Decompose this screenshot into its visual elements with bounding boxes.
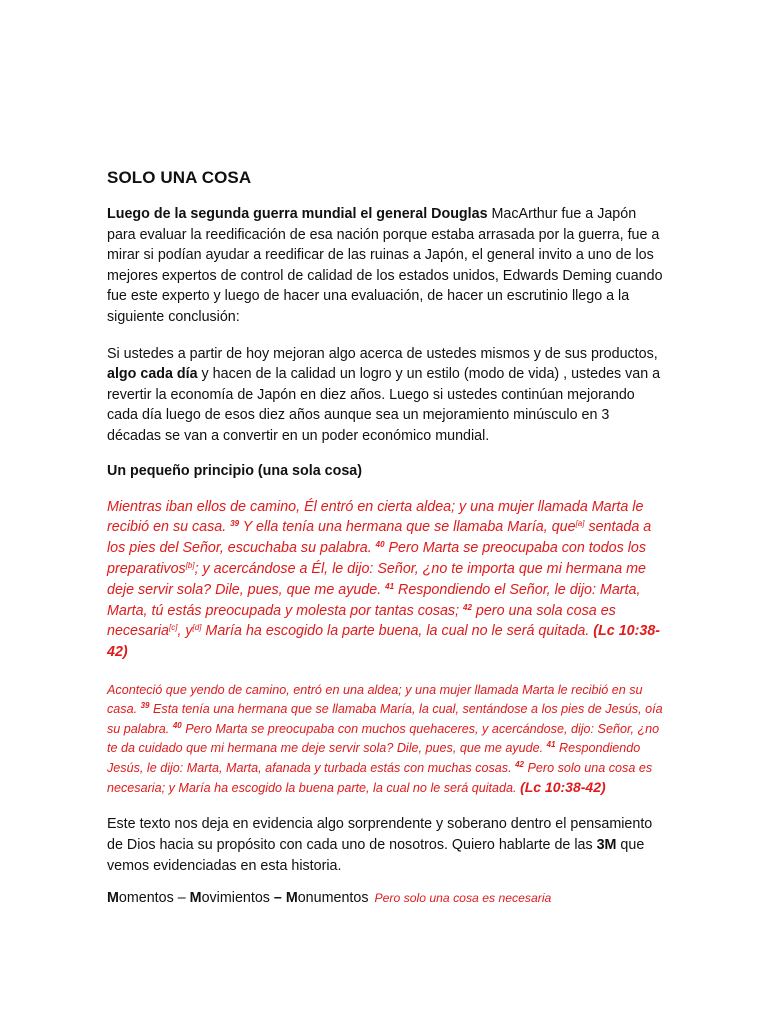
quote2-text: Esta tenía una hermana que se llamaba María, la cual, sentándose a los pies de Jesús, oía su palabra. — [107, 702, 663, 736]
quote1-text: Mientras iban ellos de camino, Él entró en cierta aldea; y una mujer llamada Marta le recibió en su casa. — [107, 498, 644, 536]
paragraph-conclusion-part-b: y hacen de la calidad un logro y un estilo (modo de vida) , ustedes van a revertir la economía de Japón en diez años. Luego si ustedes continúan mejorando cada día luego de esos diez años aunque sea un mejoramiento minúsculo en 3 décadas se van a convertir en un poder económico mundial. — [107, 366, 661, 444]
bible-reference: (Lc 10:38-42) — [107, 623, 661, 661]
paragraph-history-bold: Luego de la segunda guerra mundial el general Douglas — [107, 206, 488, 222]
paragraph-3m — [107, 814, 667, 876]
bible-quote-secondary — [107, 681, 667, 798]
quote1-text: Y ella tenía una hermana que se llamaba María, que — [239, 519, 576, 536]
paragraph-history-text: MacArthur fue a Japón para evaluar la reedificación de esa nación porque estaba arrasada por la guerra, fue a mirar si podían ayudar a reedificar de las ruinas a Japón, el general invito a uno de los mejores expertos de control de calidad de los estados unidos, Edwards Deming cuando fue este experto y luego de hacer una evaluación, de hacer un escrutinio llego a la siguiente conclusión: — [107, 206, 663, 325]
word-monumentos: onumentos — [297, 890, 369, 907]
verse-number: 40 — [375, 540, 385, 550]
quote1-text: , y — [177, 623, 193, 640]
quote1-text: Pero Marta se preocupaba con todos los preparativos — [107, 540, 647, 577]
footnote-link[interactable]: [c] — [169, 623, 178, 633]
footnote-link[interactable]: [b] — [185, 560, 195, 570]
quote1-text: ; y acercándose a Él, le dijo: Señor, ¿no te importa que mi hermana me deje servir sola? Dile, pues, que me ayude. — [107, 560, 646, 598]
paragraph-conclusion-bold: algo cada día — [107, 366, 198, 383]
quote2-text: Pero solo una cosa es necesaria; y María ha escogido la buena parte, la cual no le será quitada. — [107, 760, 653, 795]
verse-number: 41 — [385, 581, 395, 591]
initial-m: M — [107, 890, 119, 907]
initial-m: M — [189, 890, 202, 907]
quote1-text: Respondiendo el Señor, le dijo: Marta, Marta, tú estás preocupada y molesta por tantas cosas; — [107, 581, 641, 619]
quote1-text: pero una sola cosa es necesaria — [107, 602, 616, 640]
verse-number: 41 — [546, 740, 556, 750]
bible-reference: (Lc 10:38-42) — [520, 778, 606, 795]
paragraph-history — [107, 204, 667, 328]
verse-number: 39 — [230, 519, 240, 529]
verse-number: 42 — [463, 602, 472, 612]
document-title: SOLO UNA COSA — [107, 168, 252, 187]
paragraph-3m-bold: 3M — [596, 836, 617, 853]
footnote-link[interactable]: [d] — [192, 623, 202, 633]
document-body — [107, 168, 667, 906]
quote2-text: Pero Marta se preocupaba con muchos quehaceres, y acercándose, dijo: Señor, ¿no te da cuidado que mi hermana me deje servir sola? Dile, pues, que me ayude. — [107, 721, 660, 756]
verse-number: 40 — [172, 720, 182, 730]
initial-m: – M — [273, 890, 298, 907]
verse-number: 39 — [140, 701, 150, 711]
section-subtitle: Un pequeño principio (una sola cosa) — [107, 462, 362, 479]
quote1-text: María ha escogido la parte buena, la cual no le será quitada. — [201, 623, 594, 640]
quote2-text: Respondiendo Jesús, le dijo: Marta, Marta, afanada y turbada estás con muchas cosas. — [107, 741, 641, 775]
word-momentos: omentos – — [118, 890, 190, 907]
paragraph-conclusion — [107, 344, 667, 447]
three-m-line — [107, 890, 667, 906]
footnote-link[interactable]: [a] — [575, 519, 585, 529]
paragraph-3m-part-b: que vemos evidenciadas en esta historia. — [107, 836, 645, 874]
paragraph-3m-part-a: Este texto nos deja en evidencia algo sorprendente y soberano dentro el pensamiento de Dios hacia su propósito con cada uno de nosotros. Quiero hablarte de las — [107, 816, 653, 853]
paragraph-conclusion-part-a: Si ustedes a partir de hoy mejoran algo acerca de ustedes mismos y de sus productos, — [107, 345, 658, 362]
quote1-text: sentada a los pies del Señor, escuchaba su palabra. — [107, 519, 652, 557]
quote2-text: Aconteció que yendo de camino, entró en una aldea; y una mujer llamada Marta le recibió en su casa. — [107, 682, 643, 717]
word-movimientos: ovimientos — [201, 890, 274, 907]
verse-number: 42 — [515, 759, 525, 769]
red-tagline: Pero solo una cosa es necesaria — [374, 891, 552, 906]
bible-quote-primary — [107, 497, 667, 663]
